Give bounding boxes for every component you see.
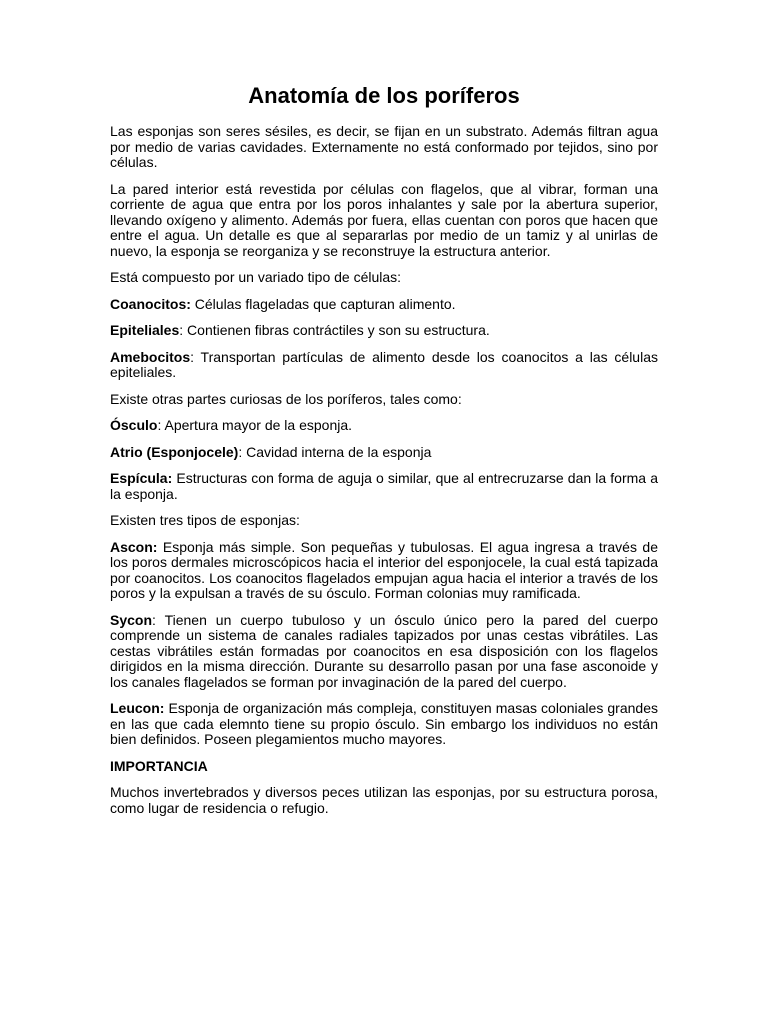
term-description: : Apertura mayor de la esponja. (157, 417, 353, 433)
term-label: Espícula: (110, 470, 173, 486)
sponge-type-leucon (110, 701, 658, 748)
part-espicula (110, 471, 658, 502)
types-intro: Existen tres tipos de esponjas: (110, 512, 300, 528)
sponge-type-ascon (110, 540, 658, 602)
intro-paragraph-1: Las esponjas son seres sésiles, es decir, se fijan en un substrato. Además filtran agua por medio de varias cavidades. Externamente no está conformado por tejidos, sino por células. (110, 123, 658, 170)
term-label: Coanocitos: (110, 295, 191, 312)
term-description: Esponja de organización más compleja, constituyen masas coloniales grandes en las que cada elemnto tiene su propio ósculo. Sin embargo los individuos no están bien definidos. Poseen plegamientos mucho mayores. (110, 700, 658, 747)
intro-paragraph-3: Está compuesto por un variado tipo de células: (110, 269, 402, 285)
term-description: : Cavidad interna de la esponja (238, 443, 432, 460)
term-label: Ascon: (110, 538, 158, 555)
term-label: Atrio (Esponjocele) (110, 443, 239, 460)
cell-type-amebocitos (110, 350, 658, 381)
term-description: Estructuras con forma de aguja o similar, que al entrecruzarse dan la forma a la esponja. (110, 470, 658, 502)
term-description: : Contienen fibras contráctiles y son su estructura. (179, 322, 490, 338)
term-description: : Tienen un cuerpo tubuloso y un ósculo único pero la pared del cuerpo comprende un sistema de canales radiales tapizados por unas cestas vibrátiles. Las cestas vibrátiles están formadas por coanocitos en esa disposición con los flagelos dirigidos en la misma dirección. Durante su desarrollo pasan por una fase asconoide y los canales flagelados se forman por invaginación de la pared del cuerpo. (110, 611, 658, 690)
term-description: : Transportan partículas de alimento desde los coanocitos a las células epiteliales. (110, 348, 658, 380)
term-label: Amebocitos (110, 348, 191, 365)
document-page (110, 82, 658, 827)
page-title: Anatomía de los poríferos (248, 83, 520, 108)
term-description: Células flageladas que capturan alimento. (190, 295, 456, 312)
cell-type-epiteliales (110, 323, 658, 339)
sponge-type-sycon (110, 613, 658, 691)
part-osculo (110, 418, 658, 434)
parts-intro: Existe otras partes curiosas de los poríferos, tales como: (110, 390, 462, 407)
cell-type-coanocitos (110, 297, 658, 313)
importance-heading: IMPORTANCIA (110, 757, 208, 774)
part-atrio (110, 445, 658, 461)
term-label: Sycon (110, 611, 153, 628)
term-label: Ósculo (110, 417, 158, 433)
intro-paragraph-2: La pared interior está revestida por células con flagelos, que al vibrar, forman una corriente de agua que entra por los poros inhalantes y sale por la abertura superior, llevando oxígeno y alimento. Además por fuera, ellas cuentan con poros que hacen que entre el agua. Un detalle es que al separarlas por medio de un tamiz y al unirlas de nuevo, la esponja se reorganiza y se reconstruye la estructura anterior. (110, 180, 658, 259)
importance-text: Muchos invertebrados y diversos peces utilizan las esponjas, por su estructura porosa, como lugar de residencia o refugio. (110, 784, 658, 816)
term-label: Epiteliales (110, 322, 180, 338)
term-label: Leucon: (110, 700, 165, 716)
term-description: Esponja más simple. Son pequeñas y tubulosas. El agua ingresa a través de los poros dermales microscópicos hacia el interior del esponjocele, la cual está tapizada por coanocitos. Los coanocitos flagelados empujan agua hacia el interior a través de los poros y la expulsan a través de su ósculo. Forman colonias muy ramificada. (110, 538, 658, 601)
